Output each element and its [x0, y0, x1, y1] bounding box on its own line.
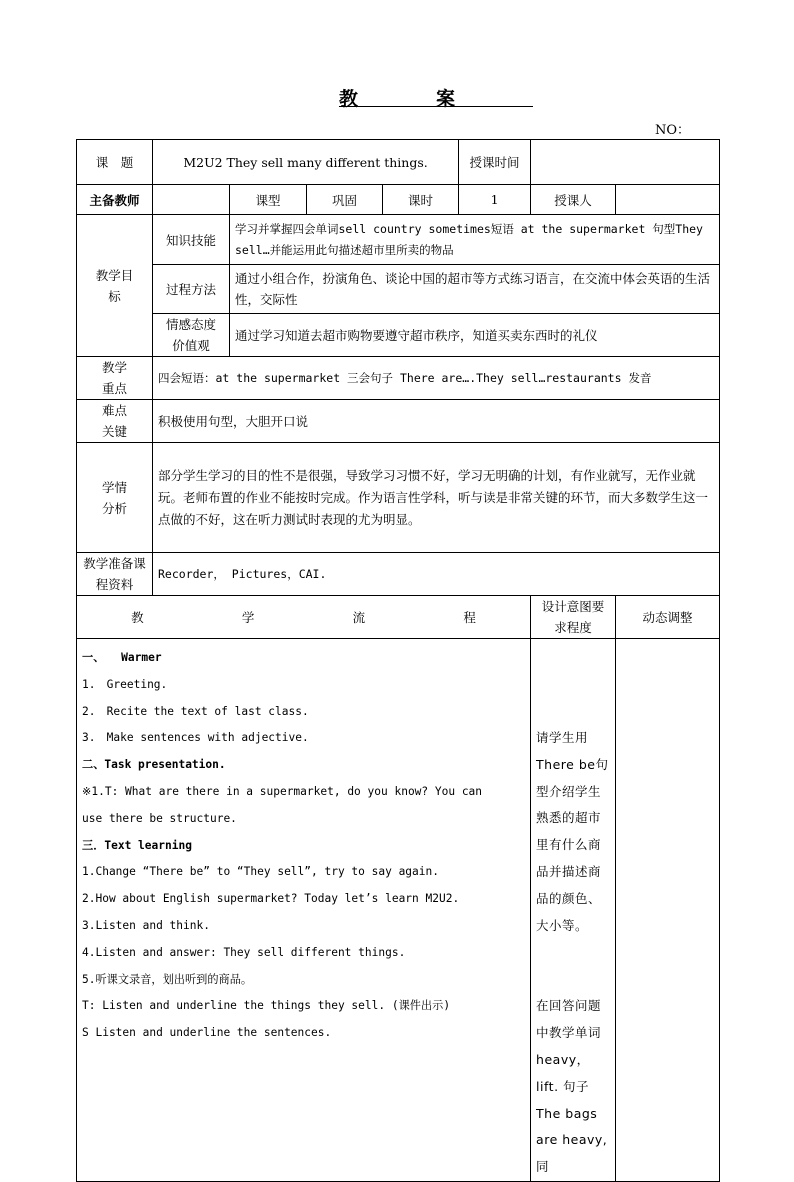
teacher-value — [153, 185, 230, 215]
row-difficulties — [77, 400, 720, 443]
hours-label: 课时 — [383, 185, 459, 215]
process-line: 4.Listen and answer: They sell different things. — [82, 945, 406, 959]
process-line: 5.听课文录音，划出听到的商品。 — [82, 972, 253, 986]
course-value: M2U2 They sell many different things. — [153, 140, 459, 185]
type-label: 课型 — [230, 185, 307, 215]
process-line: ※1.T: What are there in a supermarket, do you know? You can — [82, 784, 483, 798]
row-goal-knowledge — [77, 215, 720, 265]
process-line: 3.Listen and think. — [82, 918, 210, 932]
number-label: NO： — [655, 123, 691, 138]
row-goal-emotion — [77, 314, 720, 357]
design-note: 在回答问题中教学单词heavy，lift. 句子 The bags are heavy,同 — [536, 998, 608, 1175]
row-key-points — [77, 357, 720, 400]
row-process-heading — [77, 596, 720, 639]
teacher-label: 主备教师 — [77, 185, 153, 215]
type-value: 巩固 — [307, 185, 383, 215]
difficulties-label: 难点关键 — [77, 400, 153, 443]
goal-text: 学习并掌握四会单词sell country sometimes短语 at the supermarket 句型They sell…并能运用此句描述超市里所卖的物品 — [230, 215, 720, 265]
adjust-heading: 动态调整 — [616, 596, 720, 639]
row-materials — [77, 553, 720, 596]
row-analysis — [77, 443, 720, 553]
process-line: 一、 Warmer — [82, 651, 162, 664]
key-points-label: 教学重点 — [77, 357, 153, 400]
lecturer-label: 授课人 — [531, 185, 616, 215]
key-points-text: 四会短语：at the supermarket 三会句子 There are….They sell…restaurants 发音 — [153, 357, 720, 400]
process-line: 2. Recite the text of last class. — [82, 704, 309, 718]
goal-text: 通过学习知道去超市购物要遵守超市秩序，知道买卖东西时的礼仪 — [230, 314, 720, 357]
process-steps — [77, 639, 531, 1182]
process-line: 2.How about English supermarket? Today let’s learn M2U2. — [82, 892, 460, 906]
hours-value: 1 — [459, 185, 531, 215]
process-heading-char: 学 — [241, 610, 255, 625]
analysis-label: 学情分析 — [77, 443, 153, 553]
process-heading-char: 程 — [463, 610, 476, 625]
goals-label: 教学目标 — [77, 215, 153, 357]
time-value — [531, 140, 720, 185]
time-label: 授课时间 — [459, 140, 531, 185]
process-line: 1. Greeting. — [82, 677, 168, 691]
goal-label: 情感态度价值观 — [153, 314, 230, 357]
goal-text: 通过小组合作，扮演角色、谈论中国的超市等方式练习语言，在交流中体会英语的生活性，交际性 — [230, 265, 720, 314]
page-title: 教案 — [338, 88, 533, 110]
row-teacher — [77, 185, 720, 215]
process-line: 二、Task presentation. — [82, 758, 226, 772]
process-line: use there be structure. — [82, 811, 237, 825]
adjust-notes — [616, 639, 720, 1182]
process-heading-char: 教 — [131, 610, 144, 625]
design-note: 请学生用There be句型介绍学生熟悉的超市里有什么商品并描述商品的颜色、大小等。 — [536, 730, 609, 933]
design-heading: 设计意图要求程度 — [531, 596, 616, 639]
process-line: S Listen and underline the sentences. — [82, 1026, 332, 1040]
row-course — [77, 140, 720, 185]
process-heading — [77, 596, 531, 639]
analysis-text: 部分学生学习的目的性不是很强，导致学习习惯不好，学习无明确的计划，有作业就写，无作业就玩。老师布置的作业不能按时完成。作为语言性学科，听与读是非常关键的环节，而大多数学生这一点做的不好，这在听力测试时表现的尤为明显。 — [153, 443, 720, 553]
materials-text: Recorder， Pictures，CAI. — [153, 553, 720, 596]
goal-label: 过程方法 — [153, 265, 230, 314]
goal-label: 知识技能 — [153, 215, 230, 265]
course-label: 课 题 — [77, 140, 153, 185]
difficulties-text: 积极使用句型，大胆开口说 — [153, 400, 720, 443]
process-heading-char: 流 — [352, 610, 366, 625]
process-line: 3. Make sentences with adjective. — [82, 731, 309, 745]
process-line: 1.Change “There be” to “They sell”, try to say again. — [82, 865, 439, 879]
lesson-plan-table — [76, 139, 720, 1182]
process-line: T: Listen and underline the things they sell. (课件出示) — [82, 999, 451, 1013]
design-notes — [531, 639, 616, 1182]
row-goal-process — [77, 265, 720, 314]
row-process-body — [77, 639, 720, 1182]
lecturer-value — [616, 185, 720, 215]
materials-label: 教学准备课程资料 — [77, 553, 153, 596]
process-line: 三．Text learning — [82, 838, 192, 852]
